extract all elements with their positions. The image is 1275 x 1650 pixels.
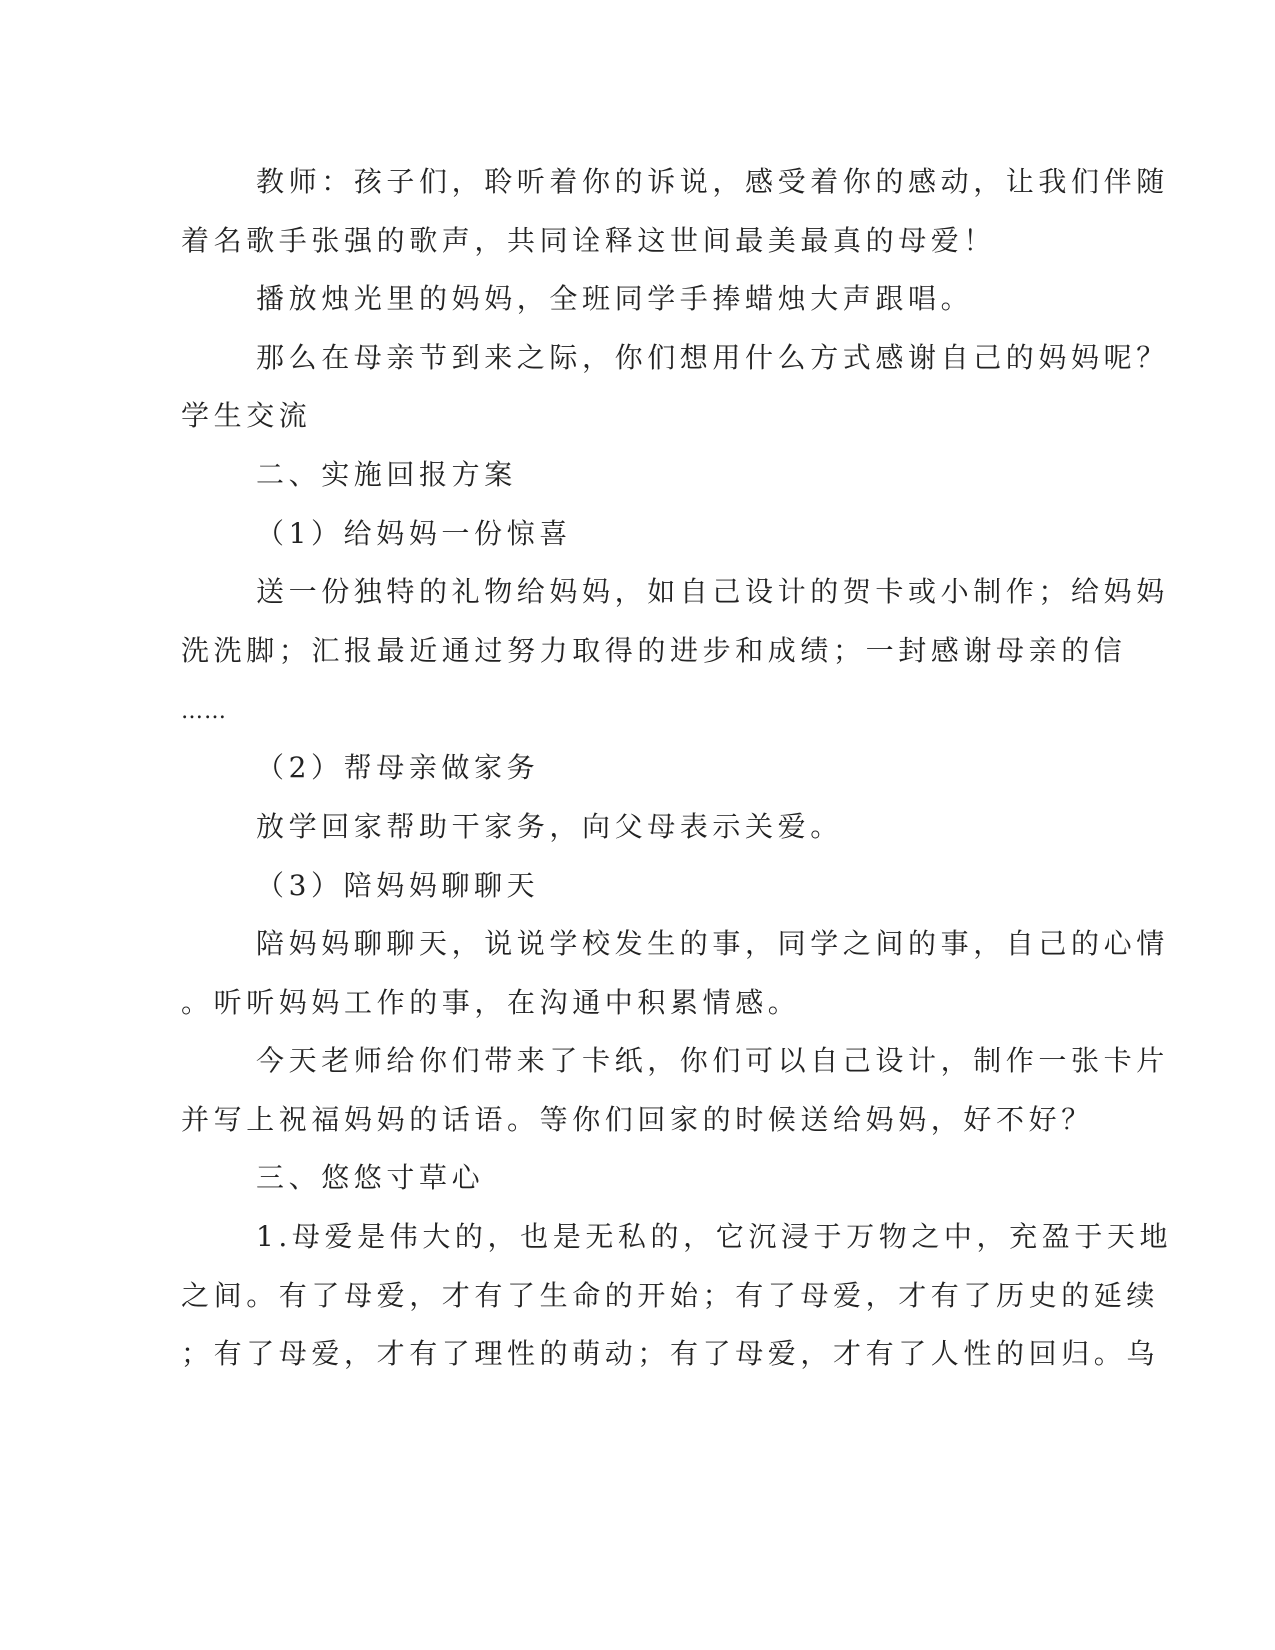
- ellipsis-line: ……: [181, 699, 227, 724]
- text-line: 之间。有了母爱，才有了生命的开始；有了母爱，才有了历史的延续: [181, 1279, 1160, 1312]
- subsection-heading: （3）陪妈妈聊聊天: [256, 869, 540, 902]
- text-line: 洗洗脚；汇报最近通过努力取得的进步和成绩；一封感谢母亲的信: [181, 634, 1127, 667]
- text-line: 。听听妈妈工作的事，在沟通中积累情感。: [181, 986, 801, 1019]
- section-heading: 二、实施回报方案: [256, 458, 517, 491]
- text-line: 着名歌手张强的歌声，共同诠释这世间最美最真的母爱！: [181, 224, 997, 257]
- text-line: 学生交流: [181, 399, 312, 432]
- text-line: 并写上祝福妈妈的话语。等你们回家的时候送给妈妈，好不好？: [181, 1103, 1094, 1136]
- text-line: 送一份独特的礼物给妈妈，如自己设计的贺卡或小制作；给妈妈: [256, 575, 1169, 608]
- text-line: 播放烛光里的妈妈，全班同学手捧蜡烛大声跟唱。: [256, 282, 974, 315]
- text-line: 今天老师给你们带来了卡纸，你们可以自己设计，制作一张卡片: [256, 1044, 1169, 1077]
- text-line: 教师：孩子们，聆听着你的诉说，感受着你的感动，让我们伴随: [256, 165, 1169, 198]
- text-line: 那么在母亲节到来之际，你们想用什么方式感谢自己的妈妈呢？: [256, 341, 1169, 374]
- text-line: 放学回家帮助干家务，向父母表示关爱。: [256, 810, 843, 843]
- section-heading: 三、悠悠寸草心: [256, 1161, 485, 1194]
- text-line: ；有了母爱，才有了理性的萌动；有了母爱，才有了人性的回归。乌: [181, 1337, 1160, 1370]
- text-line: 陪妈妈聊聊天，说说学校发生的事，同学之间的事，自己的心情: [256, 927, 1169, 960]
- subsection-heading: （2）帮母亲做家务: [256, 751, 540, 784]
- subsection-heading: （1）给妈妈一份惊喜: [256, 517, 572, 550]
- text-line: 1.母爱是伟大的，也是无私的，它沉浸于万物之中，充盈于天地: [256, 1220, 1173, 1253]
